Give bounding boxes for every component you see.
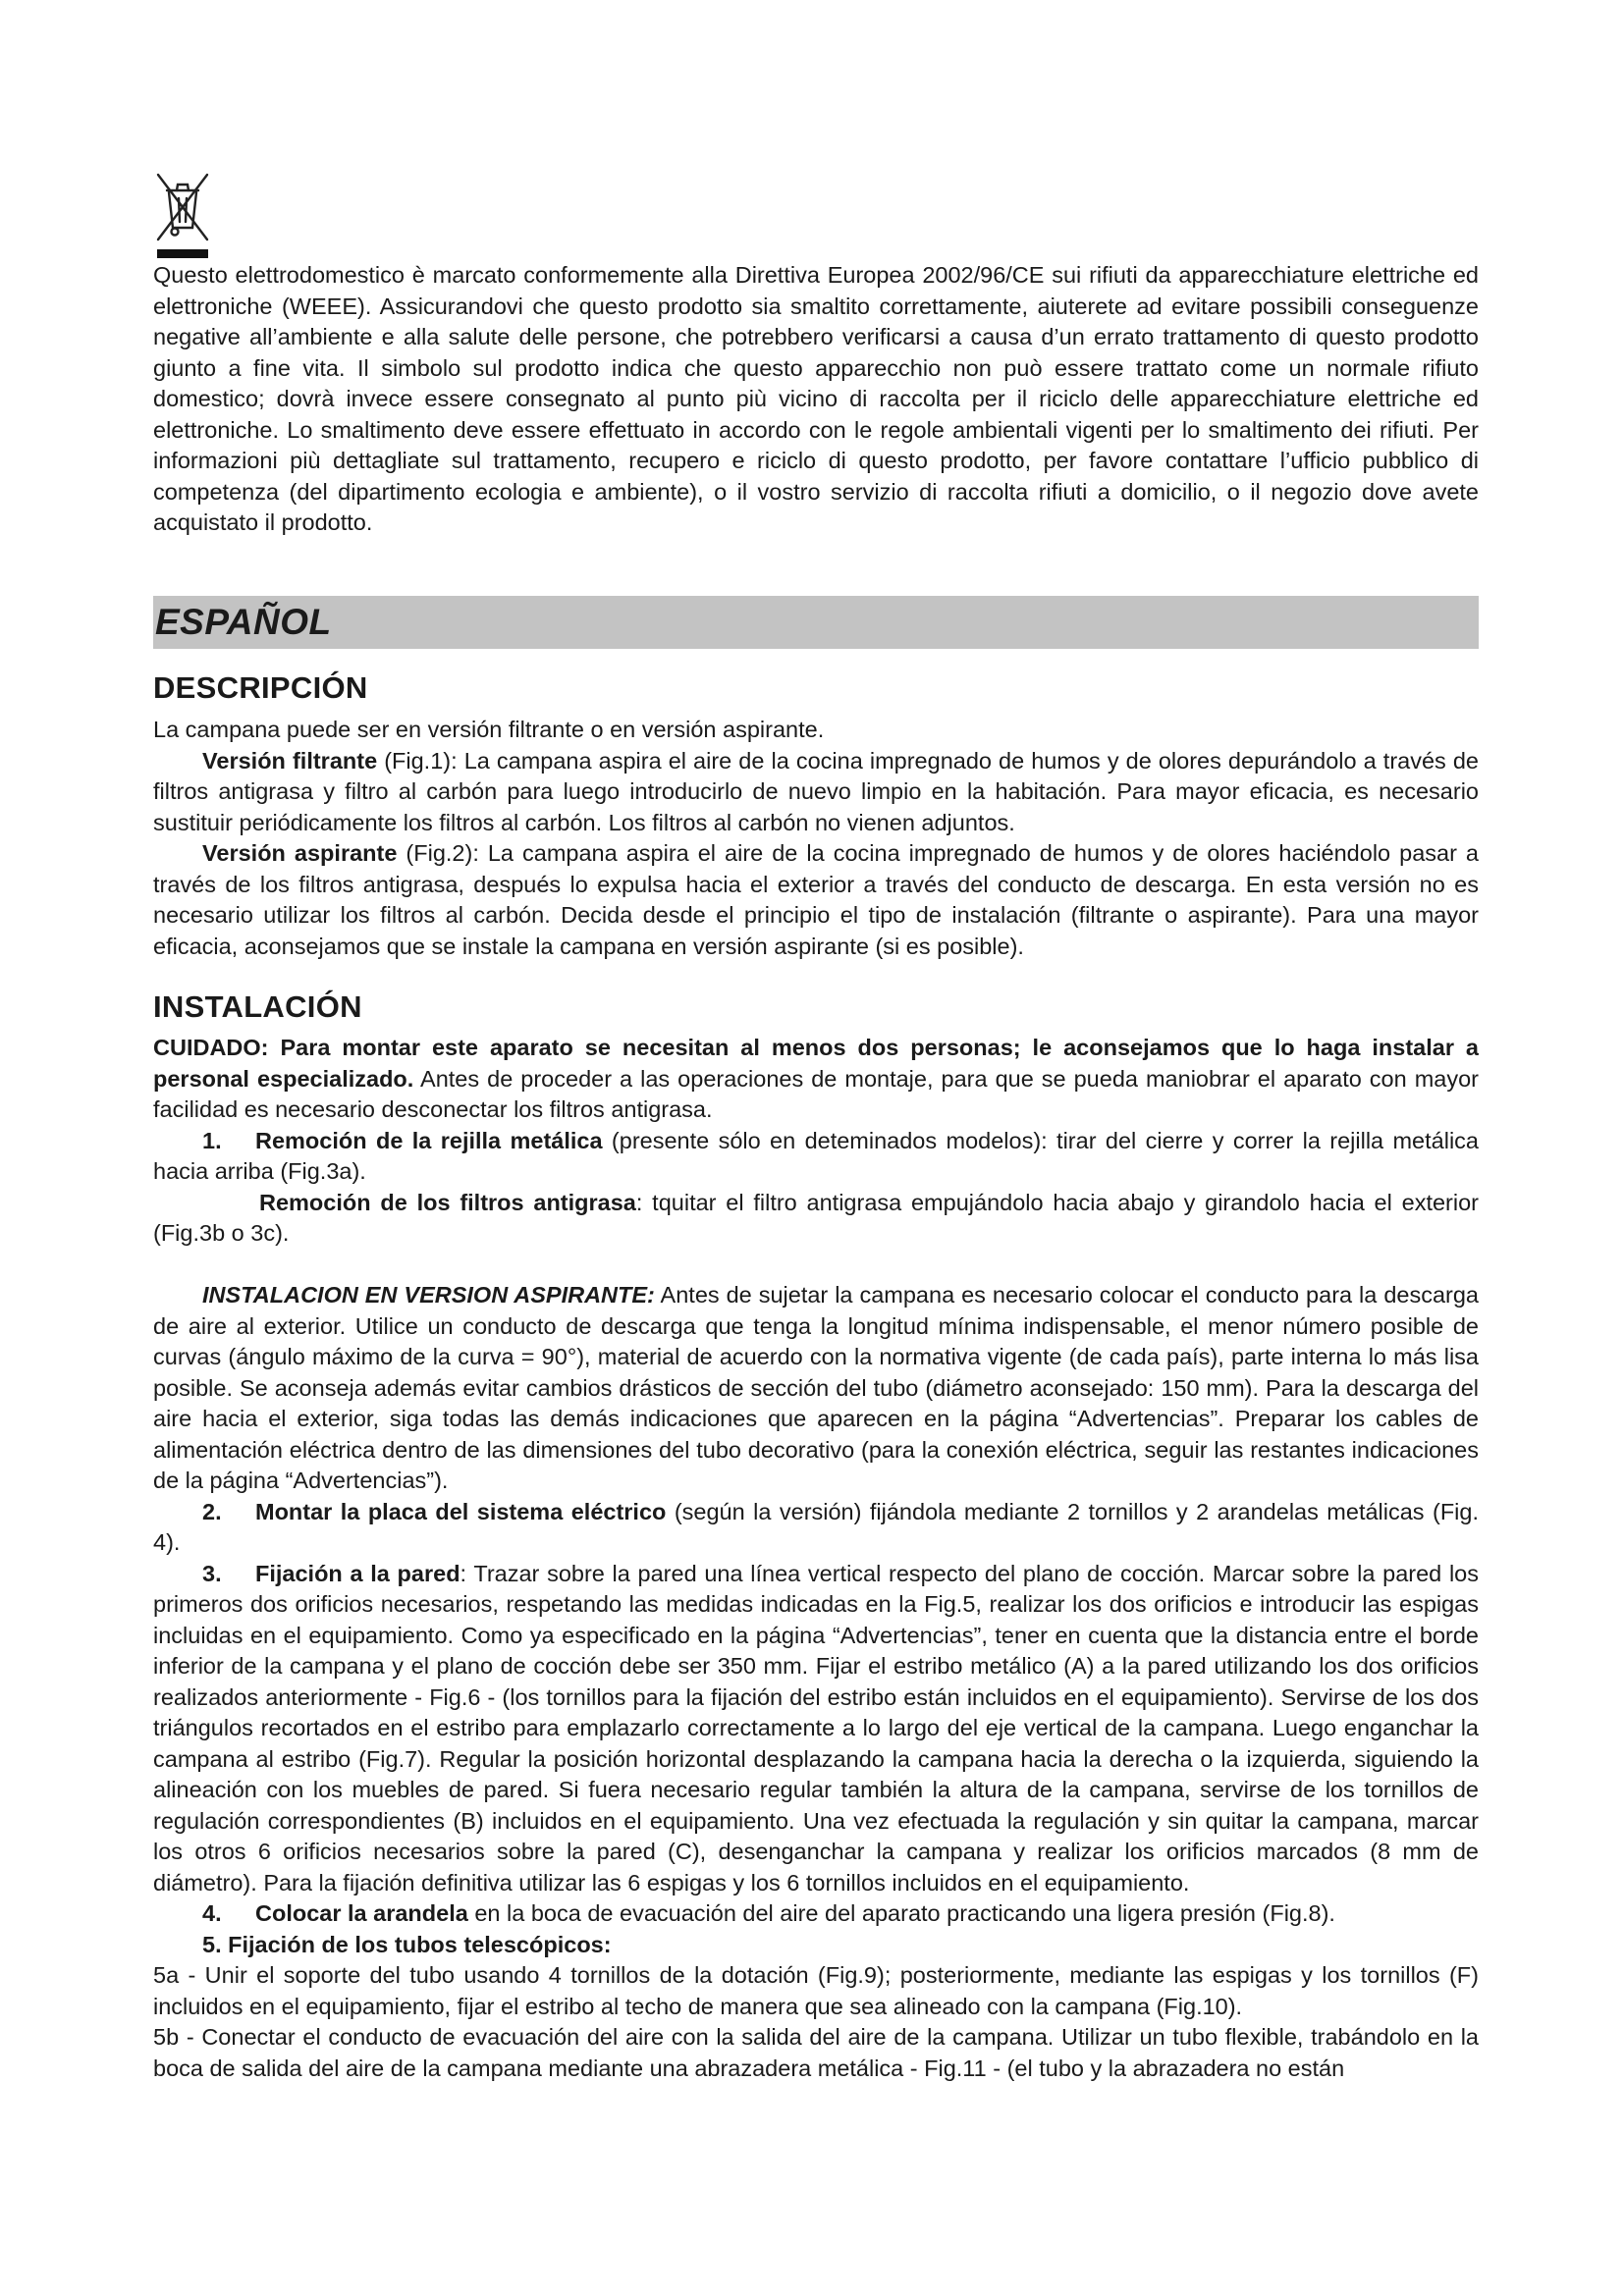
- step-2-label: Montar la placa del sistema eléctrico: [255, 1498, 667, 1524]
- step-5a-paragraph: 5a - Unir el soporte del tubo usando 4 tornillos de la dotación (Fig.9); posteriormente, mediante las espigas y los tornillos (F) incluidos en el equipamiento, fijar el estribo al techo de manera que sea alineado con la campana (Fig.10).: [153, 1962, 1479, 2019]
- step-2-text: (según la versión) fijándola mediante 2 tornillos y 2 arandelas metálicas (Fig. 4).: [153, 1498, 1479, 1555]
- caution-text: Antes de proceder a las operaciones de montaje, para que se pueda maniobrar el aparato con mayor facilidad es necesario desconectar los filtros antigrasa.: [153, 1065, 1479, 1122]
- caution-paragraph: [153, 1033, 1479, 1126]
- aspirante-installation-paragraph: [153, 1280, 1479, 1497]
- step-4-paragraph: [153, 1898, 1479, 1930]
- version-aspirante-paragraph: [153, 838, 1479, 962]
- step-1-text: (presente sólo en deteminados modelos): tirar del cierre y correr la rejilla metálica hacia arriba (Fig.3a).: [153, 1127, 1479, 1184]
- version-filtrante-text: (Fig.1): La campana aspira el aire de la cocina impregnado de humos y de olores depurándolo a través de filtros antigrasa y filtro al carbón para luego introducirlo de nuevo limpio en la habitación. Para mayor eficacia, es necesario sustituir periódicamente los filtros al carbón. Los filtros al carbón no vienen adjuntos.: [153, 747, 1479, 835]
- step-1-paragraph: [153, 1126, 1479, 1188]
- aspirante-installation-label: INSTALACION EN VERSION ASPIRANTE:: [202, 1282, 655, 1308]
- version-aspirante-label: Versión aspirante: [202, 840, 398, 866]
- step-4-label: Colocar la arandela: [255, 1900, 468, 1926]
- step-3-number: 3.: [202, 1560, 222, 1586]
- step-2-number: 2.: [202, 1498, 222, 1524]
- instalacion-body: [153, 1033, 1479, 2084]
- step-5-label: 5. Fijación de los tubos telescópicos:: [202, 1931, 612, 1957]
- step-5-heading: [153, 1930, 1479, 1961]
- step-3-paragraph: [153, 1559, 1479, 1899]
- language-title: ESPAÑOL: [155, 602, 332, 642]
- language-section-bar: [153, 596, 1479, 649]
- aspirante-installation-text: Antes de sujetar la campana es necesario colocar el conducto para la descarga de aire al exterior. Utilice un conducto de descarga que tenga la longitud mínima indispensable, el menor número posible de curvas (ángulo máximo de la curva = 90°), material de acuerdo con la normativa vigente (de cada país), parte interna lo más lisa posible. Se aconseja además evitar cambios drásticos de sección del tubo (diámetro aconsejado: 150 mm). Para la descarga del aire hacia el exterior, siga todas las demás indicaciones que aparecen en la página “Advertencias”. Preparar los cables de alimentación eléctrica dentro de las dimensiones del tubo decorativo (para la conexión eléctrica, seguir las restantes indicaciones de la página “Advertencias”).: [153, 1282, 1479, 1493]
- instalacion-heading: INSTALACIÓN: [153, 989, 362, 1024]
- step-1-label: Remoción de la rejilla metálica: [255, 1127, 603, 1153]
- weee-crossed-bin-icon: [153, 169, 212, 259]
- step-4-number: 4.: [202, 1900, 222, 1926]
- step-2-paragraph: [153, 1497, 1479, 1559]
- step-1b-text: : tquitar el filtro antigrasa empujándolo hacia abajo y girandolo hacia el exterior (Fig.3b o 3c).: [153, 1189, 1479, 1246]
- spacer: [153, 1250, 1479, 1281]
- step-1b-paragraph: [153, 1188, 1479, 1250]
- step-4-text: en la boca de evacuación del aire del aparato practicando una ligera presión (Fig.8).: [467, 1900, 1335, 1926]
- version-filtrante-label: Versión filtrante: [202, 747, 378, 774]
- descripcion-heading: DESCRIPCIÓN: [153, 670, 368, 705]
- descripcion-intro: La campana puede ser en versión filtrante o en versión aspirante.: [153, 717, 825, 742]
- version-aspirante-text: (Fig.2): La campana aspira el aire de la cocina impregnado de humos y de olores haciéndolo pasar a través de los filtros antigrasa, después lo expulsa hacia el exterior a través del conducto de descarga. En esta versión no es necesario utilizar los filtros al carbón. Decida desde el principio el tipo de instalación (filtrante o aspirante). Para una mayor eficacia, aconsejamos que se instale la campana en versión aspirante (si es posible).: [153, 840, 1479, 959]
- step-1-number: 1.: [202, 1127, 222, 1153]
- caution-label: CUIDADO: Para montar este aparato se necesitan al menos dos personas; le aconsejamos que lo haga instalar a personal especializado.: [153, 1035, 1479, 1092]
- weee-disposal-paragraph: Questo elettrodomestico è marcato conformemente alla Direttiva Europea 2002/96/CE sui rifiuti da apparecchiature elettriche ed elettroniche (WEEE). Assicurandovi che questo prodotto sia smaltito correttamente, aiuterete ad evitare possibili conseguenze negative all’ambiente e alla salute delle persone, che potrebbero verificarsi a causa d’un errato trattamento di questo prodotto giunto a fine vita. Il simbolo sul prodotto indica che questo apparecchio non può essere trattato come un normale rifiuto domestico; dovrà invece essere consegnato al punto più vicino di raccolta per il riciclo delle apparecchiature elettriche ed elettroniche. Lo smaltimento deve essere effettuato in accordo con le regole ambientali vigenti per lo smaltimento dei rifiuti. Per informazioni più dettagliate sul trattamento, recupero e riciclo di questo prodotto, per favore contattare l’ufficio pubblico di competenza (del dipartimento ecologia e ambiente), o il vostro servizio di raccolta rifiuti a domicilio, o il negozio dove avete acquistato il prodotto.: [153, 262, 1479, 535]
- step-3-text: : Trazar sobre la pared una línea vertical respecto del plano de cocción. Marcar sobre la pared los primeros dos orificios necesarios, respetando las medidas indicadas en la Fig.5, realizar los dos orificios e introducir las espigas incluidas en el equipamiento. Como ya especificado en la página “Advertencias”, tener en cuenta que la distancia entre el borde inferior de la campana y el plano de cocción debe ser 350 mm. Fijar el estribo metálico (A) a la pared utilizando los dos orificios realizados anteriormente - Fig.6 - (los tornillos para la fijación del estribo están incluidos en el equipamiento). Servirse de los dos triángulos recortados en el estribo para emplazarlo correctamente a lo largo del eje vertical de la campana. Luego enganchar la campana al estribo (Fig.7). Regular la posición horizontal desplazando la campana hacia la derecha o la izquierda, siguiendo la alineación con los muebles de pared. Si fuera necesario regular también la altura de la campana, servirse de los tornillos de regulación correspondientes (B) incluidos en el equipamiento. Una vez efectuada la regulación y sin quitar la campana, marcar los otros 6 orificios necesarios sobre la pared (C), desenganchar la campana y realizar los orificios marcados (8 mm de diámetro). Para la fijación definitiva utilizar las 6 espigas y los 6 tornillos incluidos en el equipamiento.: [153, 1560, 1479, 1896]
- step-3-label: Fijación a la pared: [255, 1560, 460, 1586]
- step-5b-paragraph: 5b - Conectar el conducto de evacuación del aire con la salida del aire de la campana. Utilizar un tubo flexible, trabándolo en la boca de salida del aire de la campana mediante una abrazadera metálica - Fig.11 - (el tubo y la abrazadera no están: [153, 2024, 1479, 2081]
- version-filtrante-paragraph: [153, 746, 1479, 839]
- descripcion-body: [153, 715, 1479, 962]
- step-1b-label: Remoción de los filtros antigrasa: [259, 1189, 636, 1215]
